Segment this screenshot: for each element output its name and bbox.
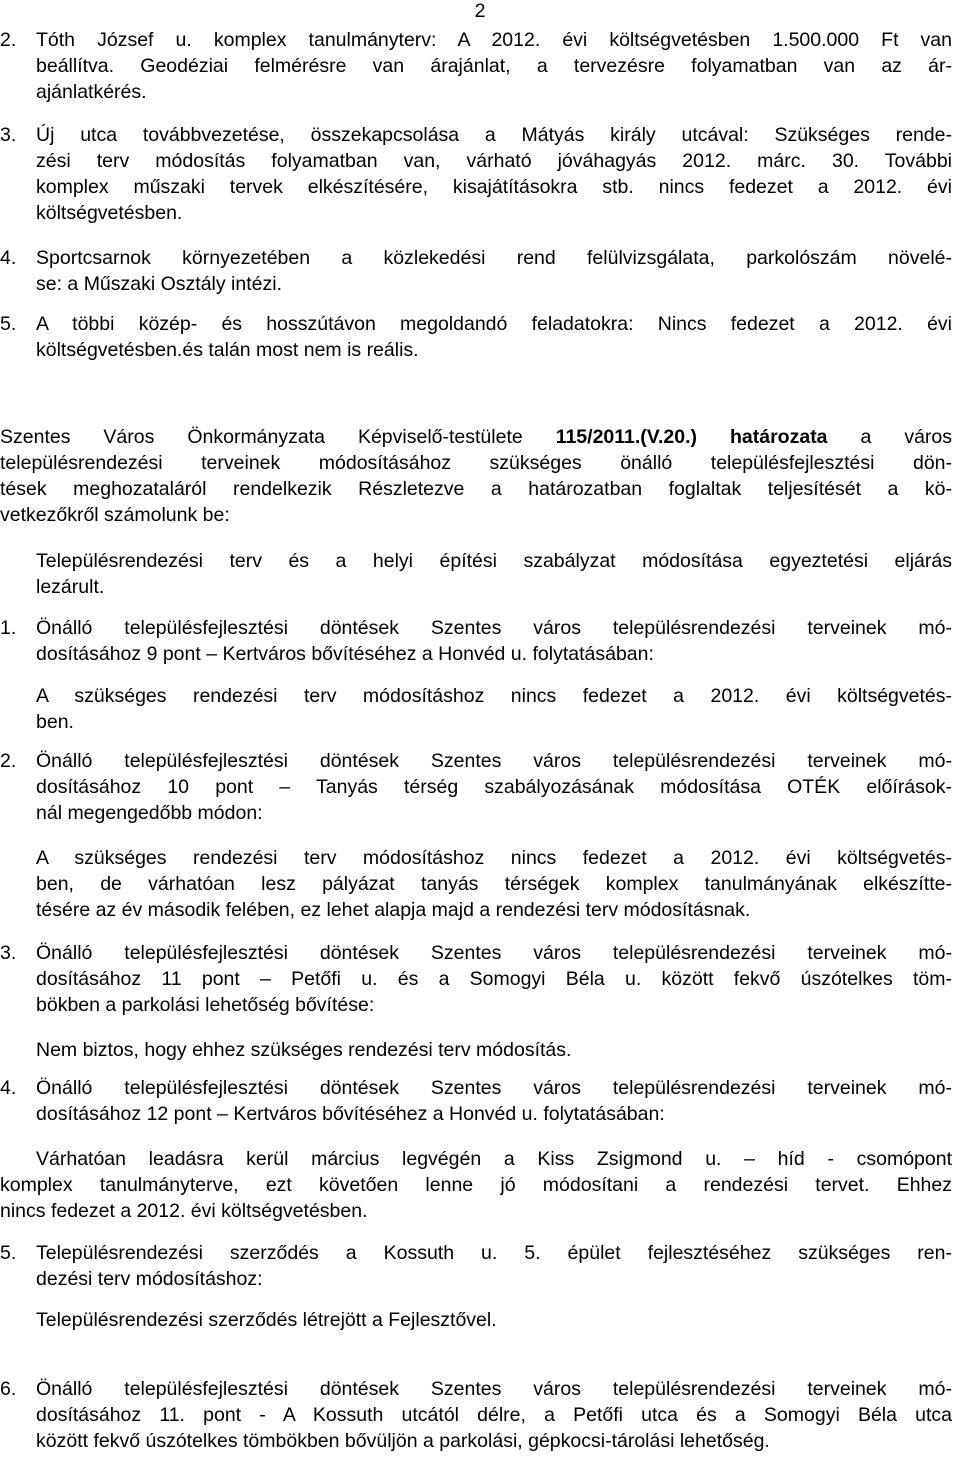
decision-number: 5. xyxy=(0,1242,17,1264)
status-line: tésére az év második felében, ez lehet alapja majd a rendezési terv módosításnak. xyxy=(36,899,751,921)
decision-line: Önálló településfejlesztési döntések Szentes város településrendezési terveinek mó- xyxy=(36,1077,952,1099)
decision-line: Önálló településfejlesztési döntések Szentes város településrendezési terveinek mó- xyxy=(36,750,952,772)
item-text-line: költségvetésben. xyxy=(36,202,183,224)
list-item xyxy=(0,311,952,363)
decision-item xyxy=(0,748,952,826)
decision-line: dosításához 11. pont - A Kossuth utcától délre, a Petőfi utca és a Somogyi Béla utca xyxy=(36,1404,952,1426)
summary-line: Településrendezési terv és a helyi építési szabályzat módosítása egyeztetési eljárás xyxy=(36,550,952,572)
status-line: A szükséges rendezési terv módosításhoz nincs fedezet a 2012. évi költségvetés- xyxy=(36,847,952,869)
decision-item xyxy=(0,1240,952,1292)
status-line: Településrendezési szerződés létrejött a Fejlesztővel. xyxy=(36,1309,497,1331)
list-item xyxy=(0,245,952,297)
status-line: ben. xyxy=(36,711,74,733)
item-text-line: ajánlatkérés. xyxy=(36,81,147,103)
decision-status xyxy=(36,1307,952,1333)
decision-item xyxy=(0,1376,952,1454)
decision-status xyxy=(36,1037,952,1063)
page-number: 2 xyxy=(474,0,486,22)
item-text-line: A többi közép- és hosszútávon megoldandó feladatokra: Nincs fedezet a 2012. évi xyxy=(36,313,952,335)
resolution-text: a város xyxy=(827,426,952,448)
status-line: Nem biztos, hogy ehhez szükséges rendezési terv módosítás. xyxy=(36,1039,572,1061)
summary-paragraph xyxy=(36,548,952,600)
decision-line: dosításához 10 pont – Tanyás térség szabályozásának módosítása OTÉK előírások- xyxy=(36,776,952,798)
item-text-line: beállítva. Geodéziai felmérésre van árajánlat, a tervezésre folyamatban van az ár- xyxy=(36,55,952,77)
decision-line: dosításához 9 pont – Kertváros bővítéséhez a Honvéd u. folytatásában: xyxy=(36,643,654,665)
status-line: nincs fedezet a 2012. évi költségvetésben. xyxy=(0,1200,368,1222)
summary-line: lezárult. xyxy=(36,576,105,598)
decision-line: Településrendezési szerződés a Kossuth u. 5. épület fejlesztéséhez szükséges ren- xyxy=(36,1242,952,1264)
item-number: 2. xyxy=(0,29,17,51)
decision-line: dosításához 11 pont – Petőfi u. és a Somogyi Béla u. között fekvő úszótelkes töm- xyxy=(36,968,952,990)
item-text-line: Tóth József u. komplex tanulmányterv: A 2012. évi költségvetésben 1.500.000 Ft van xyxy=(36,29,952,51)
decision-number: 3. xyxy=(0,942,17,964)
resolution-line: településrendezési terveinek módosításához szükséges önálló településfejlesztési dön- xyxy=(0,452,952,474)
item-text-line: Sportcsarnok környezetében a közlekedési rend felülvizsgálata, parkolószám növelé- xyxy=(36,247,952,269)
decision-line: között fekvő úszótelkes tömbökben bővüljön a parkolási, gépkocsi-tárolási lehetőség. xyxy=(36,1430,770,1452)
item-number: 4. xyxy=(0,247,17,269)
decision-status xyxy=(36,683,952,735)
decision-number: 1. xyxy=(0,617,17,639)
item-number: 3. xyxy=(0,124,17,146)
item-text-line: Új utca továbbvezetése, összekapcsolása a Mátyás király utcával: Szükséges rende- xyxy=(36,124,952,146)
resolution-number: 115/2011.(V.20.) xyxy=(555,426,698,448)
item-text-line: költségvetésben.és talán most nem is reális. xyxy=(36,339,419,361)
item-text-line: se: a Műszaki Osztály intézi. xyxy=(36,273,282,295)
resolution-line: vetkezőkről számolunk be: xyxy=(0,504,230,526)
status-line: A szükséges rendezési terv módosításhoz nincs fedezet a 2012. évi költségvetés- xyxy=(36,685,952,707)
resolution-paragraph xyxy=(0,424,952,528)
decision-number: 4. xyxy=(0,1077,17,1099)
item-text-line: zési terv módosítás folyamatban van, várható jóváhagyás 2012. márc. 30. További xyxy=(36,150,952,172)
list-item xyxy=(0,122,952,226)
decision-line: Önálló településfejlesztési döntések Szentes város településrendezési terveinek mó- xyxy=(36,942,952,964)
decision-item xyxy=(0,615,952,667)
decision-line: nál megengedőbb módon: xyxy=(36,802,263,824)
decision-number: 6. xyxy=(0,1378,17,1400)
status-line: ben, de várhatóan lesz pályázat tanyás térségek komplex tanulmányának elkészítte- xyxy=(36,873,952,895)
list-item xyxy=(0,27,952,105)
resolution-space xyxy=(697,426,730,448)
decision-line: bökben a parkolási lehetőség bővítése: xyxy=(36,994,375,1016)
resolution-line: tések meghozataláról rendelkezik Részletezve a határozatban foglaltak teljesítését a kö- xyxy=(0,478,952,500)
status-line: komplex tanulmányterve, ezt követően lenne jó módosítani a rendezési tervet. Ehhez xyxy=(0,1174,952,1196)
resolution-first-line xyxy=(0,424,952,450)
status-line: Várhatóan leadásra kerül március legvégén a Kiss Zsigmond u. – híd - csomópont xyxy=(36,1148,952,1170)
decision-line: Önálló településfejlesztési döntések Szentes város településrendezési terveinek mó- xyxy=(36,1378,952,1400)
decision-line: dosításához 12 pont – Kertváros bővítéséhez a Honvéd u. folytatásában: xyxy=(36,1103,665,1125)
decision-item xyxy=(0,1075,952,1127)
decision-status xyxy=(36,845,952,923)
item-text-line: komplex műszaki tervek elkészítésére, kisajátításokra stb. nincs fedezet a 2012. évi xyxy=(36,176,952,198)
decision-item xyxy=(0,940,952,1018)
resolution-text: Szentes Város Önkormányzata Képviselő-testülete xyxy=(0,426,556,448)
decision-line: Önálló településfejlesztési döntések Szentes város településrendezési terveinek mó- xyxy=(36,617,952,639)
resolution-keyword: határozata xyxy=(730,426,828,448)
decision-line: dezési terv módosításhoz: xyxy=(36,1268,263,1290)
item-number: 5. xyxy=(0,313,17,335)
decision-number: 2. xyxy=(0,750,17,772)
decision-status xyxy=(0,1146,952,1224)
